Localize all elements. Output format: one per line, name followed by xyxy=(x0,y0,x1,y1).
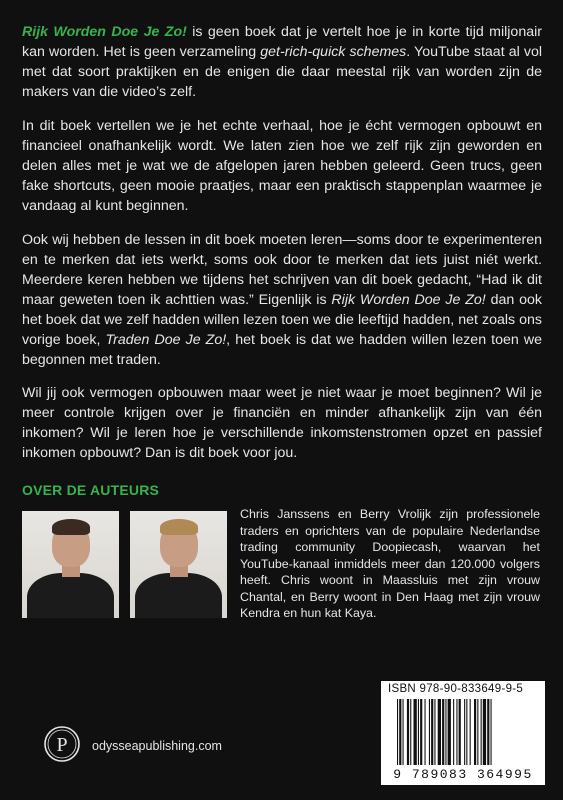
barcode-bar xyxy=(438,699,441,765)
intro-text-1: is geen boek dat je vertelt hoe je in korte tijd miljonair kan worden. Het is geen verzameling xyxy=(22,24,542,60)
barcode-bar xyxy=(477,699,478,765)
barcode-bar xyxy=(464,699,465,765)
paragraph-3 xyxy=(22,230,542,370)
barcode-bar xyxy=(397,699,398,765)
authors-bio: Chris Janssens en Berry Vrolijk zijn professionele traders en oprichters van de populaire Nederlandse trading community Doopiecash, waarvan het YouTube-kanaal inmiddels meer dan 120.000 volgers heeft. Chris woont in Maassluis met zijn vrouw Chantal, en Berry woont in Den Haag met zijn vrouw Kendra en hun kat Kaya. xyxy=(240,507,540,620)
publisher-url: odysseapublishing.com xyxy=(92,739,222,753)
intro-paragraph xyxy=(22,22,542,102)
author-1-shirt xyxy=(27,573,114,618)
intro-emphasis: get-rich-quick schemes xyxy=(260,44,407,60)
barcode-bar xyxy=(445,699,446,765)
publisher-logo-letter: P xyxy=(56,734,68,756)
barcode-bar xyxy=(431,699,433,765)
barcode-bar xyxy=(407,699,409,765)
authors-heading: OVER DE AUTEURS xyxy=(22,482,160,498)
barcode-bar xyxy=(456,699,457,765)
barcode-bar xyxy=(481,699,482,765)
paragraph-3-emphasis-1: Rijk Worden Doe Je Zo! xyxy=(331,292,486,308)
barcode-bar xyxy=(459,699,461,765)
paragraph-3-text-3: , het boek is dat we hadden willen lezen toen we begonnen met traden. xyxy=(22,332,542,368)
author-2-shirt xyxy=(135,573,222,618)
author-2-hair xyxy=(160,519,198,535)
barcode-bar xyxy=(442,699,444,765)
barcode-bar xyxy=(487,699,489,765)
barcode-bar xyxy=(453,699,454,765)
barcode-bar xyxy=(470,699,471,765)
paragraph-3-text-2: dan ook het boek dat we zelf hadden willen lezen toen we die leeftijd hadden, net zoals ons vorige boek, xyxy=(22,292,542,348)
intro-text-2: . YouTube staat al vol met dat soort praktijken en de enigen die daar meestal rijk van worden zijn de makers van die video’s zelf. xyxy=(22,44,542,100)
barcode-bar xyxy=(474,699,476,765)
paragraph-3-text-1: Ook wij hebben de lessen in dit boek moeten leren—soms door te experimenteren en te merken dat iets werkt, soms ook door te merken dat iets juist niét werkt. Meerdere keren hebben we tijdens het schrijven van dit boek gedacht, “Had ik dit maar geweten toen ik achttien was.” Eigenlijk is xyxy=(22,232,542,308)
barcode-number: 9 789083 364995 xyxy=(393,767,533,782)
paragraph-2: In dit boek vertellen we je het echte verhaal, hoe je écht vermogen opbouwt en financieel onafhankelijk wordt. We laten zien hoe we zelf rijk zijn geworden en delen alles met je wat we de afgelopen jaren hebben geleerd. Geen trucs, geen fake shortcuts, geen mooie praatjes, maar een praktisch stappenplan waarmee je vandaag al kunt beginnen. xyxy=(22,118,542,214)
author-photo-chris xyxy=(22,511,119,618)
barcode-bar xyxy=(466,699,467,765)
barcode-bar xyxy=(491,699,492,765)
paragraph-4: Wil jij ook vermogen opbouwen maar weet je niet waar je moet beginnen? Wil je meer controle krijgen over je financiën en minder afhankelijk zijn van één inkomen? Wil je leren hoe je verschillende inkomstenstromen opzet en passief inkomen opbouwt? Dan is dit boek voor jou. xyxy=(22,385,542,461)
barcode-bar xyxy=(483,699,486,765)
barcode-bar xyxy=(434,699,435,765)
book-title: Rijk Worden Doe Je Zo! xyxy=(22,24,187,40)
barcode-bar xyxy=(418,699,419,765)
barcode-bar xyxy=(420,699,422,765)
barcode-bar xyxy=(403,699,404,765)
isbn-label: ISBN 978-90-833649-9-5 xyxy=(388,683,524,695)
barcode-bars xyxy=(395,699,538,769)
author-photo-berry xyxy=(130,511,227,618)
barcode-bar xyxy=(410,699,411,765)
author-1-hair xyxy=(52,519,90,535)
barcode-bar xyxy=(448,699,451,765)
paragraph-3-emphasis-2: Traden Doe Je Zo! xyxy=(105,332,227,348)
barcode-bar xyxy=(425,699,426,765)
barcode-bar xyxy=(429,699,430,765)
publisher-logo-icon xyxy=(42,724,82,764)
barcode-bar xyxy=(414,699,417,765)
barcode-bar xyxy=(399,699,401,765)
